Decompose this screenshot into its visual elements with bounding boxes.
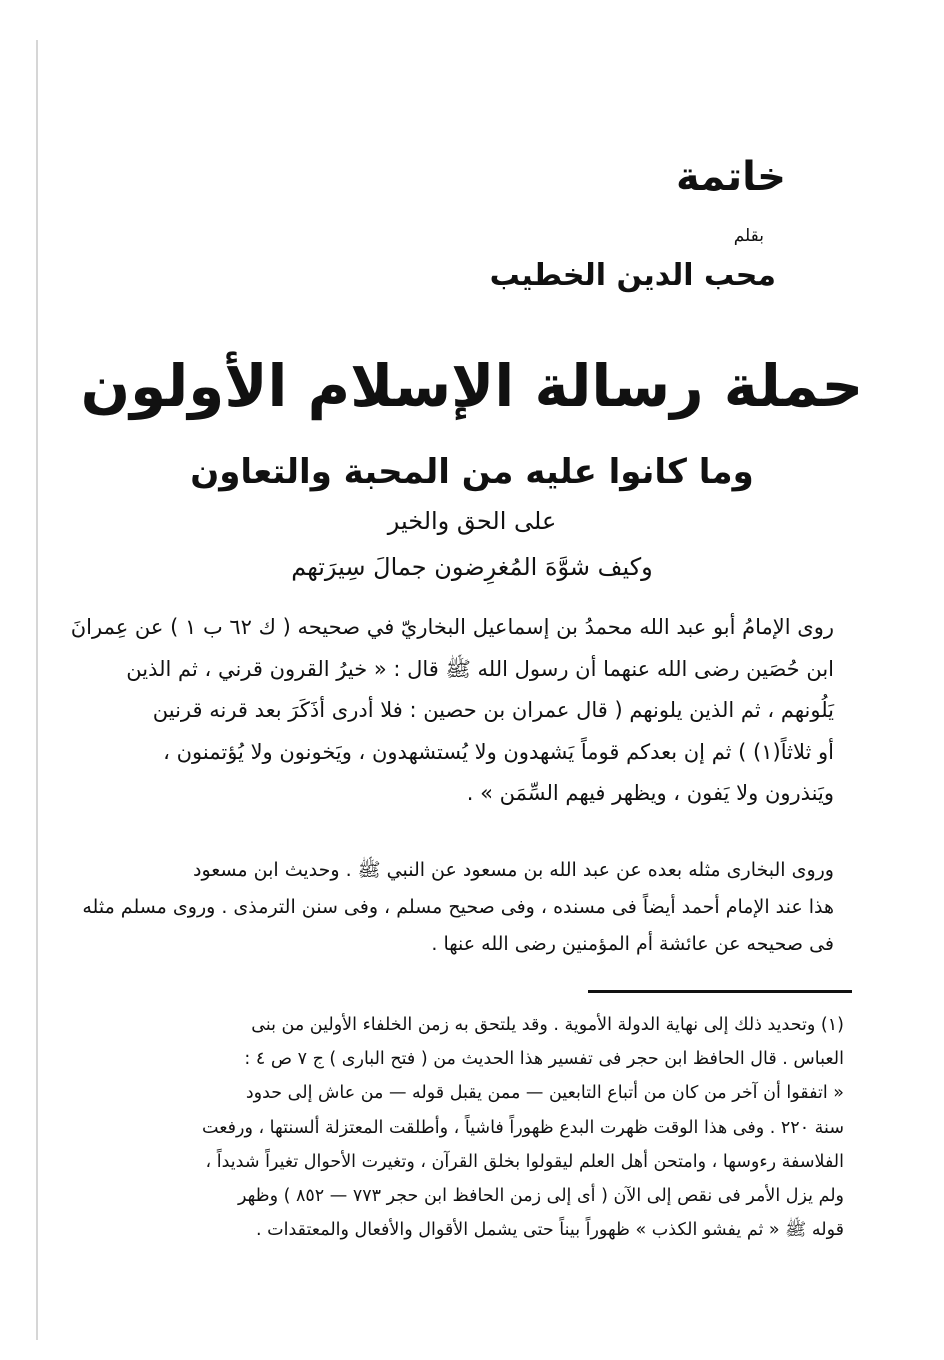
footnote-block xyxy=(124,1008,844,1247)
footnote-line: قوله ﷺ « ثم يفشو الكذب » ظهوراً بيناً حتى يشمل الأقوال والأفعال والمعتقدات . xyxy=(255,1220,844,1241)
paragraph-line: وروى البخارى مثله بعده عن عبد الله بن مسعود عن النبي ﷺ . وحديث ابن مسعود xyxy=(193,859,834,881)
author-name: محب الدين الخطيب xyxy=(489,258,776,293)
footnote-line: ولم يزل الأمر فى نقص إلى الآن ( أى إلى زمن الحافظ ابن حجر ٧٧٣ — ٨٥٢ ) وظهر xyxy=(237,1186,844,1207)
byline-label: بقلم xyxy=(733,226,764,246)
paragraph-2 xyxy=(82,852,834,963)
paragraph-line: ابن حُصَين رضى الله عنهما أن رسول الله ﷺ قال : « خيرُ القرون قرني ، ثم الذين xyxy=(126,656,834,681)
footnote-line: « اتفقوا أن آخر من كان من أتباع التابعين — ممن يقبل قوله — من عاش إلى حدود xyxy=(245,1083,844,1104)
page-edge-shadow xyxy=(36,40,38,1340)
footnote-line: سنة ٢٢٠ . وفى هذا الوقت ظهرت البدع ظهوراً فاشياً ، وأطلقت المعتزلة ألسنتها ، ورفعت xyxy=(202,1117,844,1138)
subtitle-line-2: على الحق والخير xyxy=(387,507,557,535)
footnote-line: العباس . قال الحافظ ابن حجر فى تفسير هذا الحديث من ( فتح البارى ) ج ٧ ص ٤ : xyxy=(244,1049,844,1070)
subtitle-line-3: وكيف شوَّهَ المُغرِضون جمالَ سِيرَتهم xyxy=(291,553,653,581)
paragraph-line: ويَنذرون ولا يَفون ، ويظهر فيهم السِّمَن » . xyxy=(466,781,834,806)
paragraph-line: يَلُونهم ، ثم الذين يلونهم ( قال عمران بن حصين : فلا أدرى أذَكَرَ بعد قرنه قرنين xyxy=(152,698,834,723)
section-heading-khatima: خاتمة xyxy=(676,154,786,200)
main-title: حملة رسالة الإسلام الأولون xyxy=(80,352,864,420)
paragraph-line: أو ثلاثاً(١) ) ثم إن بعدكم قوماً يَشهدون ولا يُستشهدون ، ويَخونون ولا يُؤتمنون ، xyxy=(163,739,834,764)
footnote-line: الفلاسفة رءوسها ، وامتحن أهل العلم ليقولوا بخلق القرآن ، وتغيرت الأحوال تغيراً شديداً ، xyxy=(205,1151,844,1172)
footnote-line: (١) وتحديد ذلك إلى نهاية الدولة الأموية . وقد يلتحق به زمن الخلفاء الأولين من بنى xyxy=(251,1015,844,1035)
paragraph-line: هذا عند الإمام أحمد أيضاً فى مسنده ، وفى صحيح مسلم ، وفى سنن الترمذى . وروى مسلم مثله xyxy=(82,896,834,918)
paragraph-line: فى صحيحه عن عائشة أم المؤمنين رضى الله عنها . xyxy=(431,933,834,955)
subtitle: وما كانوا عليه من المحبة والتعاون xyxy=(190,452,754,492)
footnote-separator xyxy=(588,990,852,993)
paragraph-1 xyxy=(70,607,834,815)
paragraph-line: روى الإمامُ أبو عبد الله محمدُ بن إسماعيل البخاريّ في صحيحه ( ك ٦٢ ب ١ ) عن عِمرانَ xyxy=(70,615,834,639)
